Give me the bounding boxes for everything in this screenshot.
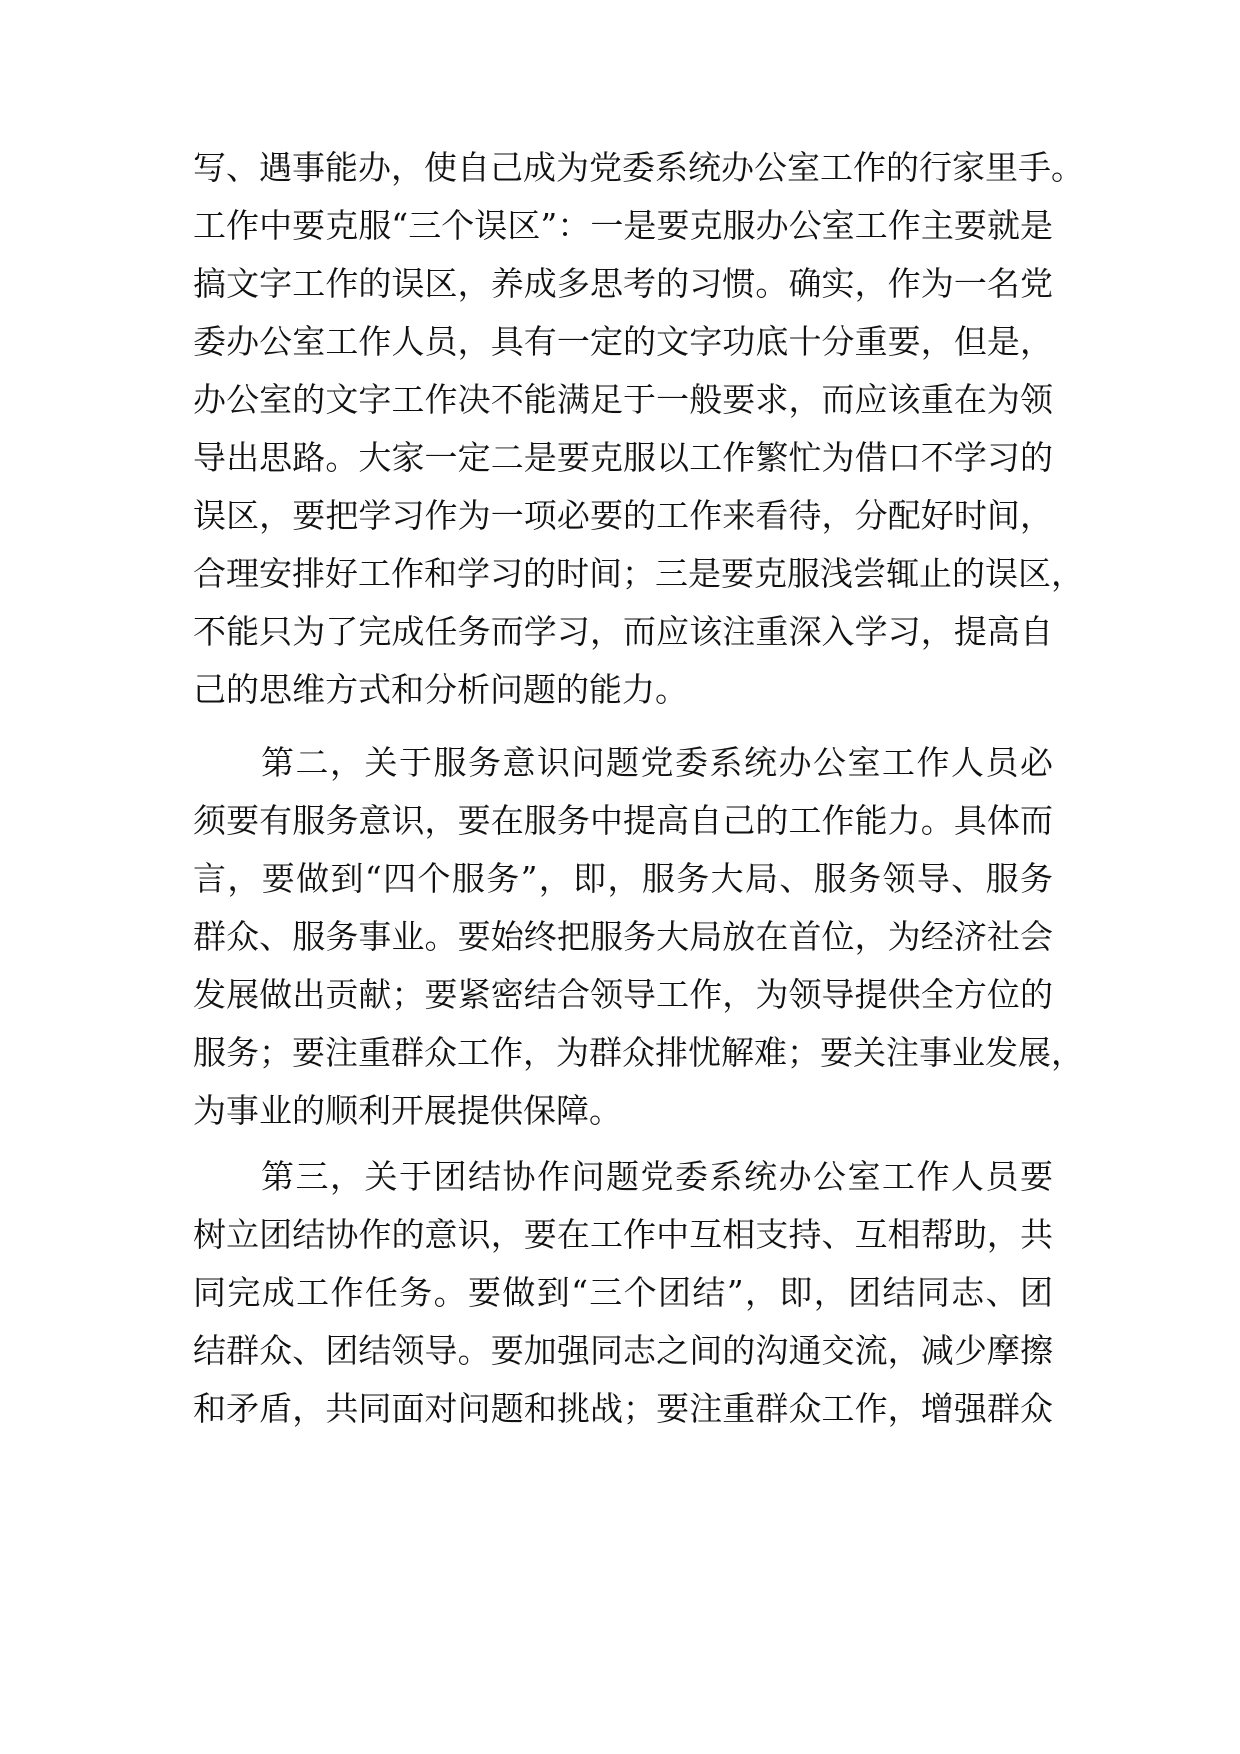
text-line: 搞文字工作的误区，养成多思考的习惯。确实，作为一名党 [193, 264, 1053, 303]
text-line: 不能只为了完成任务而学习，而应该注重深入学习，提高自 [193, 612, 1053, 651]
text-line: 己的思维方式和分析问题的能力。 [193, 670, 688, 709]
text-line: 同完成工作任务。要做到“三个团结”，即，团结同志、团 [193, 1273, 1053, 1312]
paragraph-3 [193, 1148, 1053, 1438]
text-line: 写、遇事能办，使自己成为党委系统办公室工作的行家里手。 [193, 148, 1084, 187]
text-line: 工作中要克服“三个误区”：一是要克服办公室工作主要就是 [193, 206, 1053, 245]
text-line: 委办公室工作人员，具有一定的文字功底十分重要，但是， [193, 322, 1053, 361]
text-line: 群众、服务事业。要始终把服务大局放在首位，为经济社会 [193, 917, 1053, 956]
text-line: 为事业的顺利开展提供保障。 [193, 1091, 622, 1130]
text-line: 言，要做到“四个服务”，即，服务大局、服务领导、服务 [193, 859, 1053, 898]
text-line: 办公室的文字工作决不能满足于一般要求，而应该重在为领 [193, 380, 1053, 419]
text-line: 树立团结协作的意识，要在工作中互相支持、互相帮助，共 [193, 1215, 1053, 1254]
text-line: 导出思路。大家一定二是要克服以工作繁忙为借口不学习的 [193, 438, 1053, 477]
text-line: 第二，关于服务意识问题党委系统办公室工作人员必 [261, 743, 1053, 782]
text-line: 误区，要把学习作为一项必要的工作来看待，分配好时间， [193, 496, 1053, 535]
paragraph-2 [193, 734, 1084, 1140]
text-line: 服务；要注重群众工作，为群众排忧解难；要关注事业发展， [193, 1033, 1084, 1072]
text-line: 第三，关于团结协作问题党委系统办公室工作人员要 [261, 1157, 1053, 1196]
text-line: 和矛盾，共同面对问题和挑战；要注重群众工作，增强群众 [193, 1389, 1053, 1428]
text-line: 须要有服务意识，要在服务中提高自己的工作能力。具体而 [193, 801, 1053, 840]
text-line: 发展做出贡献；要紧密结合领导工作，为领导提供全方位的 [193, 975, 1053, 1014]
paragraph-1 [193, 139, 1084, 719]
text-line: 结群众、团结领导。要加强同志之间的沟通交流，减少摩擦 [193, 1331, 1053, 1370]
text-line: 合理安排好工作和学习的时间；三是要克服浅尝辄止的误区， [193, 554, 1084, 593]
